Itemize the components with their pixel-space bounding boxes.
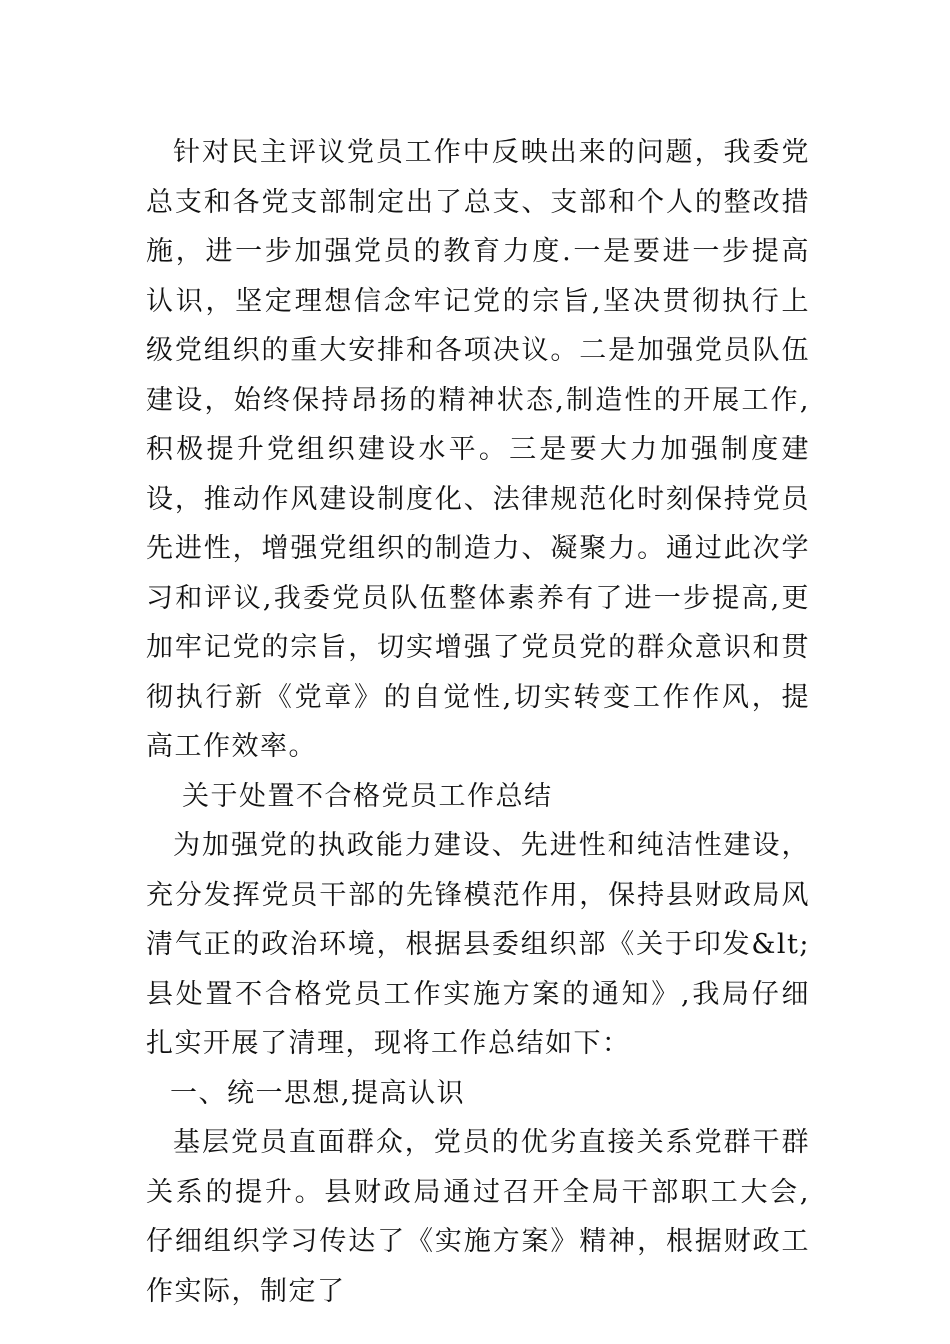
section-heading: 一、统一思想,提高认识 (170, 1077, 466, 1109)
paragraph-rectification-measures: 针对民主评议党员工作中反映出来的问题，我委党总支和各党支部制定出了总支、支部和个人的整改措施，进一步加强党员的教育力度.一是要进一步提高认识，坚定理想信念牢记党的宗旨,坚决贯彻执行上级党组织的重大安排和各项决议。二是加强党员队伍建设，始终保持昂扬的精神状态,制造性的开展工作,积极提升党组织建设水平。三是要大力加强制度建设，推动作风建设制度化、法律规范化时刻保持党员先进性，增强党组织的制造力、凝聚力。通过此次学习和评议,我委党员队伍整体素养有了进一步提高,更加牢记党的宗旨，切实增强了党员党的群众意识和贯彻执行新《党章》的自觉性,切实转变工作作风，提高工作效率。 (146, 137, 810, 762)
document-body (146, 128, 810, 1316)
paragraph-introduction: 为加强党的执政能力建设、先进性和纯洁性建设，充分发挥党员干部的先锋模范作用，保持县财政局风清气正的政治环境，根据县委组织部《关于印发&lt;县处置不合格党员工作实施方案的通知》,我局仔细扎实开展了清理，现将工作总结如下： (146, 830, 810, 1059)
paragraph-section-1: 基层党员直面群众，党员的优劣直接关系党群干群关系的提升。县财政局通过召开全局干部职工大会,仔细组织学习传达了《实施方案》精神，根据财政工作实际，制定了 (146, 1127, 810, 1307)
article-title: 关于处置不合格党员工作总结 (182, 780, 553, 812)
